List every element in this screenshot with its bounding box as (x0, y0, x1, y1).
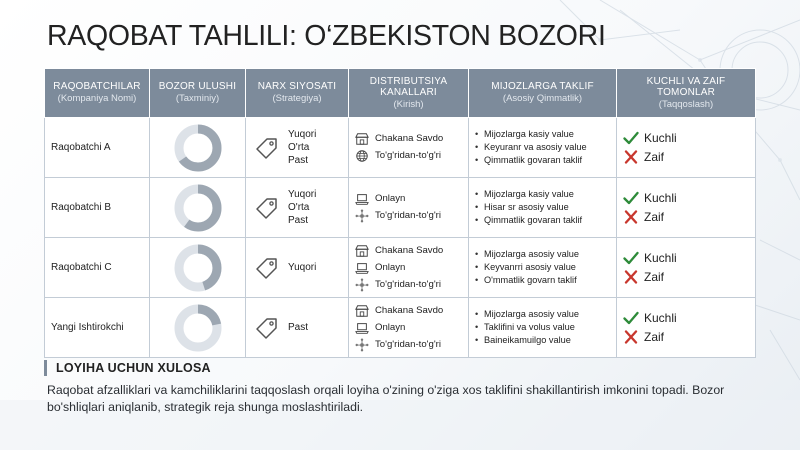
distribution-cell (349, 178, 469, 238)
competitor-name: Raqobatchi B (51, 202, 112, 213)
conclusion-accent-bar (44, 360, 47, 376)
table-header-row (45, 69, 756, 118)
header-strengths-weaknesses: KUCHLI VA ZAIF TOMONLAR (Taqqoslash) (617, 69, 756, 118)
competitor-name-cell (45, 178, 150, 238)
weakness-label: Zaif (644, 330, 665, 344)
price-tag-icon (254, 135, 280, 161)
distribution-channel (355, 192, 462, 206)
distribution-channel (355, 278, 462, 292)
offer-cell (469, 118, 617, 178)
strength-item (623, 131, 749, 145)
offer-cell (469, 238, 617, 298)
market-share-cell (150, 238, 246, 298)
strength-label: Kuchli (644, 251, 677, 265)
pricing-cell (246, 178, 349, 238)
competitor-name-cell (45, 298, 150, 358)
strengths-weaknesses-cell (617, 298, 756, 358)
offer-item: • Qimmatlik govaran taklif (475, 214, 610, 227)
pricing-level: Yuqori (288, 262, 317, 273)
competitor-name: Yangi Ishtirokchi (51, 322, 124, 333)
globe-icon (355, 149, 369, 163)
header-market-share: BOZOR ULUSHI (Taxminiy) (150, 69, 246, 118)
header-competitors: RAQOBATCHILAR (Kompaniya Nomi) (45, 69, 150, 118)
market-share-donut (173, 123, 223, 173)
distribution-cell (349, 298, 469, 358)
channel-label: Onlayn (375, 321, 406, 333)
strength-item (623, 311, 749, 325)
offer-item: • Qimmatlik govaran taklif (475, 154, 610, 167)
check-icon (623, 311, 639, 325)
pricing-level: Past (288, 322, 309, 333)
store-icon (355, 304, 369, 318)
offer-item: • Mijozlarga kasiy value (475, 188, 610, 201)
pricing-level: Past (288, 215, 309, 226)
channel-label: Chakana Savdo (375, 133, 444, 145)
strength-label: Kuchli (644, 131, 677, 145)
table-body (45, 118, 756, 358)
channel-label: To'g'ridan-to'g'ri (375, 338, 441, 350)
pricing-level: Yuqori (288, 189, 317, 200)
distribution-channel (355, 321, 462, 335)
channel-label: Chakana Savdo (375, 244, 444, 256)
store-icon (355, 132, 369, 146)
weakness-item (623, 330, 749, 344)
cross-icon (623, 150, 639, 164)
pricing-level: O'rta (288, 142, 310, 153)
price-tag-icon (254, 255, 280, 281)
competitor-name-cell (45, 118, 150, 178)
offer-cell (469, 298, 617, 358)
pricing-cell (246, 298, 349, 358)
channel-label: Onlayn (375, 193, 406, 205)
offer-item: • O'mmatlik govarn taklif (475, 274, 610, 287)
market-share-donut (173, 183, 223, 233)
offer-item: • Keyuranr va asosiy value (475, 141, 610, 154)
weakness-label: Zaif (644, 270, 665, 284)
weakness-item (623, 210, 749, 224)
table-row (45, 178, 756, 238)
market-share-cell (150, 298, 246, 358)
channel-label: Onlayn (375, 261, 406, 273)
strength-item (623, 191, 749, 205)
strength-label: Kuchli (644, 311, 677, 325)
network-icon (355, 278, 369, 292)
laptop-icon (355, 321, 369, 335)
offer-item: • Baineikamuilgo value (475, 334, 610, 347)
conclusion-text: Raqobat afzalliklari va kamchiliklarini taqqoslash orqali loyiha o'zining o'ziga xos taklifini shakillantirish imkonini topadi. Bozor bo'shliqlari aniqlanib, strategik reja shunga moslashtiriladi. (47, 383, 725, 414)
distribution-channel (355, 149, 462, 163)
channel-label: To'g'ridan-to'g'ri (375, 210, 441, 222)
distribution-channel (355, 132, 462, 146)
offer-item: • Hisar sr asosiy value (475, 201, 610, 214)
offer-item: • Taklifini va volus value (475, 321, 610, 334)
cross-icon (623, 210, 639, 224)
check-icon (623, 131, 639, 145)
strengths-weaknesses-cell (617, 238, 756, 298)
offer-item: • Mijozlarga kasiy value (475, 128, 610, 141)
market-share-donut (173, 243, 223, 293)
weakness-item (623, 270, 749, 284)
table-row (45, 118, 756, 178)
distribution-channel (355, 304, 462, 318)
page-title: RAQOBAT TAHLILI: O‘ZBEKISTON BOZORI (47, 20, 606, 52)
weakness-label: Zaif (644, 150, 665, 164)
offer-item: • Keyvanrri asosiy value (475, 261, 610, 274)
header-pricing: NARX SIYOSATI (Strategiya) (246, 69, 349, 118)
competitor-name-cell (45, 238, 150, 298)
store-icon (355, 244, 369, 258)
network-icon (355, 338, 369, 352)
pricing-level: O'rta (288, 202, 310, 213)
offer-item: • Mijozlarga asosiy value (475, 308, 610, 321)
price-tag-icon (254, 195, 280, 221)
channel-label: Chakana Savdo (375, 304, 444, 316)
strength-label: Kuchli (644, 191, 677, 205)
strengths-weaknesses-cell (617, 118, 756, 178)
pricing-level: Past (288, 155, 309, 166)
network-icon (355, 209, 369, 223)
cross-icon (623, 270, 639, 284)
laptop-icon (355, 261, 369, 275)
market-share-cell (150, 178, 246, 238)
table-row (45, 298, 756, 358)
market-share-donut (173, 303, 223, 353)
pricing-level: Yuqori (288, 129, 317, 140)
distribution-channel (355, 338, 462, 352)
competitor-name: Raqobatchi A (51, 142, 111, 153)
offer-item: • Mijozlarga asosiy value (475, 248, 610, 261)
header-offer: MIJOZLARGA TAKLIF (Asosiy Qimmatlik) (469, 69, 617, 118)
strength-item (623, 251, 749, 265)
distribution-cell (349, 118, 469, 178)
header-distribution: DISTRIBUTSIYA KANALLARI (Kirish) (349, 69, 469, 118)
competitor-table (44, 68, 756, 358)
cross-icon (623, 330, 639, 344)
distribution-cell (349, 238, 469, 298)
distribution-channel (355, 209, 462, 223)
check-icon (623, 191, 639, 205)
weakness-item (623, 150, 749, 164)
competitor-name: Raqobatchi C (51, 262, 112, 273)
market-share-cell (150, 118, 246, 178)
pricing-cell (246, 118, 349, 178)
distribution-channel (355, 261, 462, 275)
channel-label: To'g'ridan-to'g'ri (375, 278, 441, 290)
channel-label: To'g'ridan-to'g'ri (375, 150, 441, 162)
check-icon (623, 251, 639, 265)
pricing-cell (246, 238, 349, 298)
distribution-channel (355, 244, 462, 258)
table-row (45, 238, 756, 298)
weakness-label: Zaif (644, 210, 665, 224)
offer-cell (469, 178, 617, 238)
price-tag-icon (254, 315, 280, 341)
laptop-icon (355, 192, 369, 206)
conclusion-heading: LOYIHA UCHUN XULOSA (56, 361, 211, 375)
strengths-weaknesses-cell (617, 178, 756, 238)
